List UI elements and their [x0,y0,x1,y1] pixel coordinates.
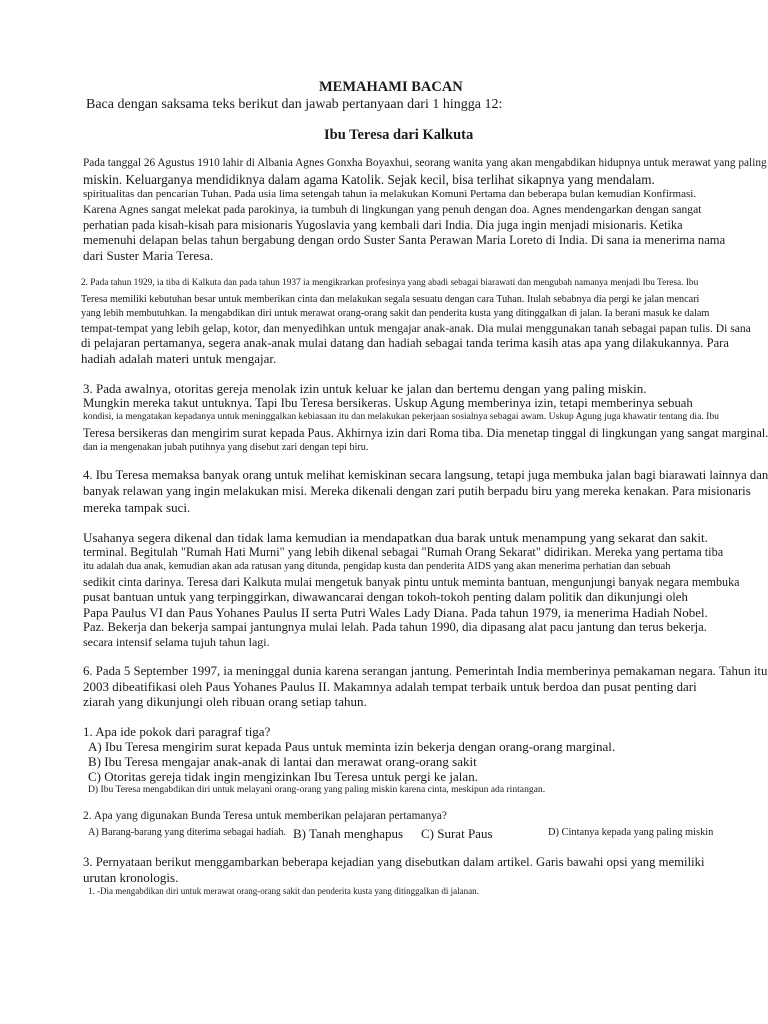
paragraph-line: spiritualitas dan pencarian Tuhan. Pada usia lima setengah tahun ia melakukan Komuni Pertama dan beberapa bulan kemudian Konfirmasi. [83,188,697,200]
paragraph-line: terminal. Begitulah "Rumah Hati Murni" yang lebih dikenal sebagai "Rumah Orang Sekarat" didirikan. Mereka yang pertama tiba [83,545,724,559]
paragraph-line: 2003 dibeatifikasi oleh Paus Yohanes Paulus II. Makamnya adalah tempat terbaik untuk berdoa dan pusat penting dari [83,679,697,694]
question-2-options-row [0,826,768,842]
paragraph-line: Mungkin mereka takut untuknya. Tapi Ibu Teresa bersikeras. Uskup Agung memberinya izin, tetapi memberinya sebuah [83,396,693,410]
paragraph-line: banyak relawan yang ingin melakukan misi. Mereka dikenali dengan zari putih berpadu biru yang mereka kenakan. Para misionaris [83,484,751,498]
answer-option-a[interactable]: A) Barang-barang yang diterima sebagai hadiah. [88,827,287,838]
paragraph-line: Pada tanggal 26 Agustus 1910 lahir di Albania Agnes Gonxha Boyaxhui, seorang wanita yang akan mengabdikan hidupnya untuk merawat yang paling [83,157,767,169]
paragraph-line: secara intensif selama tujuh tahun lagi. [83,635,270,649]
paragraph-line: pusat bantuan untuk yang terpinggirkan, diwawancarai dengan tokoh-tokoh penting dalam politik dan dikunjungi oleh [83,590,688,604]
paragraph-line: sedikit cinta darinya. Teresa dari Kalkuta mulai mengetuk banyak pintu untuk meminta bantuan, mengunjungi banyak negara membuka [83,575,740,589]
answer-option-d[interactable]: D) Ibu Teresa mengabdikan diri untuk melayani orang-orang yang paling miskin karena cinta, meskipun ada rintangan. [88,784,546,795]
page-title: MEMAHAMI BACAN [319,79,463,95]
paragraph-line: Usahanya segera dikenal dan tidak lama kemudian ia mendapatkan dua barak untuk menampung yang sekarat dan sakit. [83,530,708,545]
paragraph-line: ziarah yang dikunjungi oleh ribuan orang setiap tahun. [83,694,367,709]
answer-option-c[interactable]: C) Otoritas gereja tidak ingin mengizinkan Ibu Teresa untuk pergi ke jalan. [88,769,478,784]
paragraph-line: Karena Agnes sangat melekat pada parokinya, ia tumbuh di lingkungan yang penuh dengan doa. Agnes mendengarkan dengan sangat [83,203,702,216]
paragraph-line: Teresa bersikeras dan mengirim surat kepada Paus. Akhirnya izin dari Roma tiba. Dia menetap tinggal di lingkungan yang sangat marginal. [83,426,768,440]
paragraph-line: Paz. Bekerja dan bekerja sampai jantungnya mulai lelah. Pada tahun 1990, dia dipasang alat pacu jantung dan terus bekerja. [83,620,707,634]
question-text: 2. Apa yang digunakan Bunda Teresa untuk memberikan pelajaran pertamanya? [83,810,447,822]
paragraph-line: 3. Pada awalnya, otoritas gereja menolak izin untuk keluar ke jalan dan bertemu dengan yang paling miskin. [83,381,647,396]
article-title: Ibu Teresa dari Kalkuta [324,127,474,143]
paragraph-line: 2. Pada tahun 1929, ia tiba di Kalkuta dan pada tahun 1937 ia mengikrarkan profesinya yang abadi sebagai biarawati dan mengubah namanya menjadi Ibu Teresa. Ibu [81,278,699,288]
paragraph-line: dan ia mengenakan jubah putihnya yang disebut zari dengan tepi biru. [83,442,369,453]
question-text: 1. Apa ide pokok dari paragraf tiga? [83,724,271,739]
paragraph-line: 4. Ibu Teresa memaksa banyak orang untuk melihat kemiskinan secara langsung, tetapi juga membuka jalan bagi biarawati lainnya dan [83,468,768,482]
paragraph-line: yang lebih membutuhkan. Ia mengabdikan diri untuk merawat orang-orang sakit dan penderita kusta yang ditinggalkan di jalan. Ia berani masuk ke dalam [81,308,710,319]
paragraph-line: itu adalah dua anak, kemudian akan ada ratusan yang ditunda, pengidap kusta dan penderita AIDS yang akan menerima perhatian dan sebuah [83,561,671,572]
paragraph-line: di pelajaran pertamanya, segera anak-anak mulai datang dan hadiah sebagai tanda terima kasih atas apa yang dilakukannya. Para [81,336,729,350]
paragraph-line: kondisi, ia mengatakan kepadanya untuk meninggalkan kebiasaan itu dan melakukan pekerjaan sosialnya sebagai awam. Uskup Agung juga khawatir tentang dia. Ibu [83,411,719,422]
answer-option-d[interactable]: D) Cintanya kepada yang paling miskin [548,827,714,838]
paragraph-line: Teresa memiliki kebutuhan besar untuk memberikan cinta dan melakukan segala sesuatu dengan cara Tuhan. Itulah sebabnya dia pergi ke jalan mencari [81,294,700,305]
answer-option-c[interactable]: C) Surat Paus [421,826,493,841]
statement-item[interactable]: 1. -Dia mengabdikan diri untuk merawat orang-orang sakit dan penderita kusta yang ditinggalkan di jalanan. [88,886,479,896]
paragraph-line: hadiah adalah materi untuk mengajar. [81,351,277,366]
paragraph-line: perhatian pada kisah-kisah para misionaris Yugoslavia yang kembali dari India. Dia juga ingin menjadi misionaris. Ketika [83,218,683,232]
paragraph-line: miskin. Keluarganya mendidiknya dalam agama Katolik. Sejak kecil, bisa terlihat sikapnya yang mendalam. [83,172,655,187]
paragraph-line: dari Suster Maria Teresa. [83,248,214,263]
paragraph-line: 6. Pada 5 September 1997, ia meninggal dunia karena serangan jantung. Pemerintah India memberinya pemakaman negara. Tahun itu [83,664,768,678]
paragraph-line: memenuhi delapan belas tahun bergabung dengan ordo Suster Santa Perawan Maria Loreto di India. Di sana ia menerima nama [83,233,726,247]
answer-option-b[interactable]: B) Tanah menghapus [293,826,404,841]
instruction-text: Baca dengan saksama teks berikut dan jawab pertanyaan dari 1 hingga 12: [86,97,503,112]
paragraph-line: Papa Paulus VI dan Paus Yohanes Paulus II serta Putri Wales Lady Diana. Pada tahun 1979, ia menerima Hadiah Nobel. [83,605,708,620]
paragraph-line: tempat-tempat yang lebih gelap, kotor, dan menyedihkan untuk mengajar anak-anak. Dia mulai menggunakan tanah sebagai papan tulis. Di sana [81,322,751,335]
answer-option-b[interactable]: B) Ibu Teresa mengajar anak-anak di lantai dan merawat orang-orang sakit [88,754,477,769]
question-text: urutan kronologis. [83,870,179,885]
question-text: 3. Pernyataan berikut menggambarkan beberapa kejadian yang disebutkan dalam artikel. Garis bawahi opsi yang memiliki [83,855,705,869]
answer-option-a[interactable]: A) Ibu Teresa mengirim surat kepada Paus untuk meminta izin bekerja dengan orang-orang marginal. [88,739,616,754]
paragraph-line: mereka tampak suci. [83,500,191,515]
